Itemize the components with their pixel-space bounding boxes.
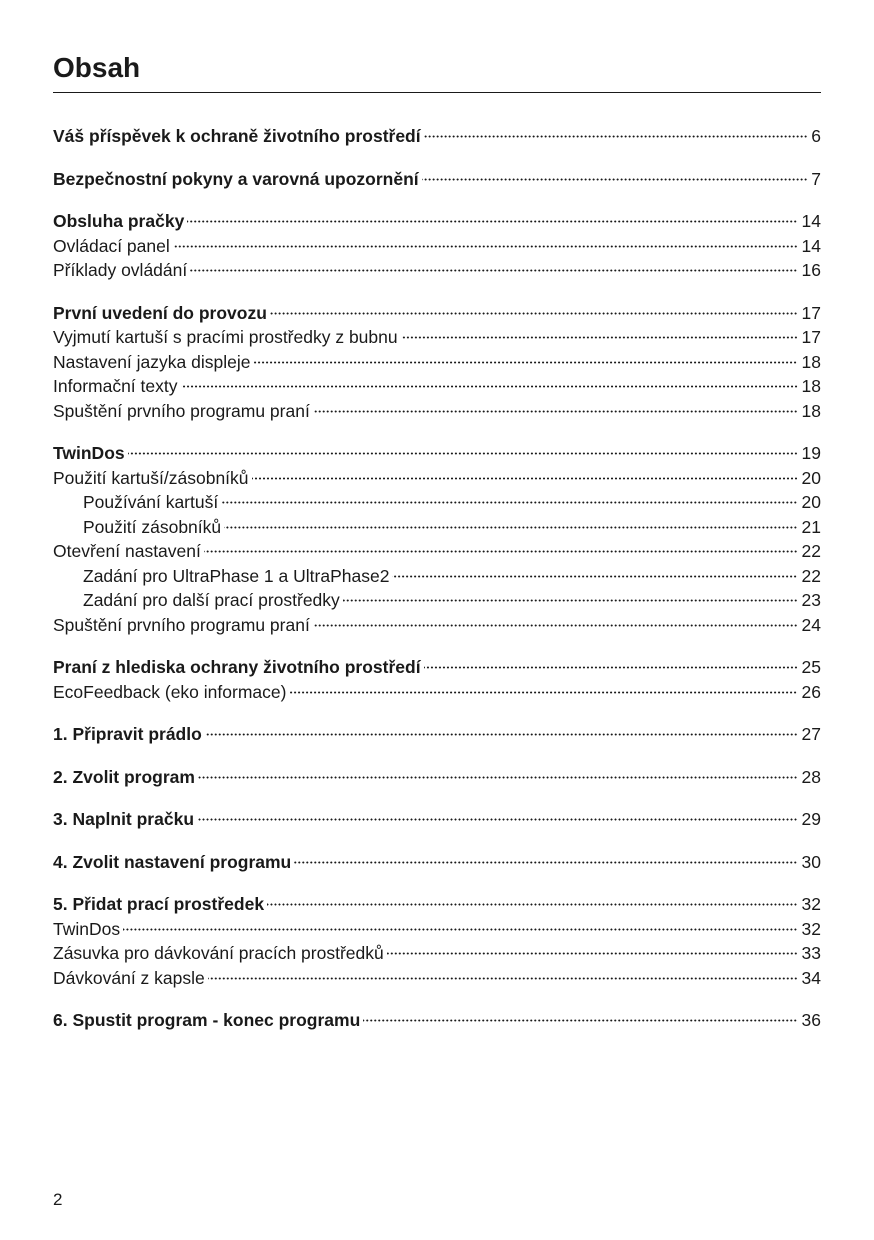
toc-entry-page-number: 30 bbox=[801, 851, 821, 872]
toc-entry-page-number: 17 bbox=[801, 327, 821, 347]
dot-leader bbox=[313, 624, 798, 627]
toc-section bbox=[53, 124, 821, 149]
toc-chapter-entry[interactable] bbox=[53, 1008, 821, 1033]
dot-leader bbox=[270, 312, 798, 315]
toc-entry-label: Obsluha pračky bbox=[53, 211, 185, 231]
toc-entry-page-number: 22 bbox=[801, 541, 821, 561]
toc-entry[interactable] bbox=[53, 258, 821, 283]
dot-leader bbox=[253, 361, 797, 364]
dot-leader bbox=[401, 336, 798, 339]
dot-leader bbox=[267, 903, 797, 906]
toc-entry-page-number: 28 bbox=[801, 766, 821, 787]
toc-entry-label: Příklady ovládání bbox=[53, 260, 188, 280]
toc-chapter-entry[interactable] bbox=[53, 765, 821, 790]
toc-entry-page-number: 16 bbox=[801, 260, 821, 280]
toc-entry[interactable] bbox=[53, 613, 821, 638]
toc-entry-page-number: 21 bbox=[801, 516, 821, 537]
toc-chapter-entry[interactable] bbox=[53, 209, 821, 234]
toc-entry-page-number: 33 bbox=[801, 943, 821, 963]
toc-entry-page-number: 17 bbox=[801, 302, 821, 323]
toc-entry[interactable] bbox=[53, 539, 821, 564]
toc-entry[interactable] bbox=[53, 350, 821, 375]
toc-entry-page-number: 22 bbox=[801, 565, 821, 586]
toc-entry[interactable] bbox=[53, 966, 821, 991]
toc-entry-page-number: 14 bbox=[801, 235, 821, 256]
toc-entry-page-number: 32 bbox=[801, 894, 821, 914]
dot-leader bbox=[424, 666, 798, 669]
dot-leader bbox=[289, 691, 797, 694]
toc-entry[interactable] bbox=[53, 234, 821, 259]
toc-entry-label: Otevření nastavení bbox=[53, 541, 201, 561]
toc-section bbox=[53, 892, 821, 990]
toc-entry-label: Spuštění prvního programu praní bbox=[53, 614, 310, 635]
toc-entry-label: TwinDos bbox=[53, 443, 125, 463]
toc-entry-label: První uvedení do provozu bbox=[53, 302, 267, 323]
toc-entry-page-number: 20 bbox=[801, 467, 821, 488]
toc-chapter-entry[interactable] bbox=[53, 124, 821, 149]
toc-section bbox=[53, 301, 821, 424]
toc-chapter-entry[interactable] bbox=[53, 655, 821, 680]
toc-entry-page-number: 36 bbox=[801, 1010, 821, 1030]
toc-entry-label: Zadání pro UltraPhase 1 a UltraPhase2 bbox=[83, 565, 390, 586]
toc-entry-page-number: 32 bbox=[801, 918, 821, 939]
toc-entry-label: Dávkování z kapsle bbox=[53, 967, 205, 988]
toc-entry-label: Váš příspěvek k ochraně životního prostředí bbox=[53, 126, 421, 146]
toc-entry-page-number: 6 bbox=[811, 126, 821, 146]
toc-entry-label: 4. Zvolit nastavení programu bbox=[53, 851, 292, 872]
dot-leader bbox=[224, 526, 797, 529]
toc-entry-label: Používání kartuší bbox=[83, 492, 219, 512]
toc-entry-label: EcoFeedback (eko informace) bbox=[53, 681, 287, 702]
toc-section bbox=[53, 850, 821, 875]
dot-leader bbox=[424, 135, 808, 138]
toc-entry[interactable] bbox=[53, 374, 821, 399]
toc-entry[interactable] bbox=[53, 917, 821, 942]
toc-entry-page-number: 14 bbox=[801, 211, 821, 231]
toc-entry-page-number: 20 bbox=[801, 492, 821, 512]
toc-entry-label: Informační texty bbox=[53, 376, 178, 396]
toc-entry-label: Nastavení jazyka displeje bbox=[53, 351, 251, 372]
toc-entry[interactable] bbox=[53, 399, 821, 424]
toc-entry-page-number: 7 bbox=[811, 168, 821, 189]
toc-section bbox=[53, 209, 821, 283]
dot-leader bbox=[313, 410, 798, 413]
toc-entry-label: Spuštění prvního programu praní bbox=[53, 400, 310, 421]
toc-entry-page-number: 18 bbox=[801, 376, 821, 396]
toc-chapter-entry[interactable] bbox=[53, 850, 821, 875]
toc-entry-label: 3. Naplnit pračku bbox=[53, 809, 195, 829]
toc-section bbox=[53, 807, 821, 832]
page-number: 2 bbox=[53, 1190, 63, 1209]
toc-entry-label: Použití zásobníků bbox=[83, 516, 222, 537]
dot-leader bbox=[387, 952, 798, 955]
toc-section bbox=[53, 765, 821, 790]
toc-entry-page-number: 23 bbox=[801, 590, 821, 610]
dot-leader bbox=[128, 452, 798, 455]
toc-entry-label: 5. Přidat prací prostředek bbox=[53, 894, 265, 914]
toc-subentry[interactable] bbox=[53, 515, 821, 540]
dot-leader bbox=[190, 269, 797, 272]
dot-leader bbox=[363, 1019, 797, 1022]
dot-leader bbox=[252, 477, 798, 480]
toc-entry[interactable] bbox=[53, 680, 821, 705]
page-title: Obsah bbox=[53, 52, 141, 83]
toc-entry-page-number: 19 bbox=[801, 443, 821, 463]
toc-entry-label: Ovládací panel bbox=[53, 235, 170, 256]
dot-leader bbox=[197, 818, 798, 821]
toc-section bbox=[53, 167, 821, 192]
dot-leader bbox=[204, 550, 798, 553]
dot-leader bbox=[208, 977, 798, 980]
toc-entry-label: Zásuvka pro dávkování pracích prostředků bbox=[53, 943, 384, 963]
toc-chapter-entry[interactable] bbox=[53, 807, 821, 832]
toc-entry-page-number: 18 bbox=[801, 351, 821, 372]
toc-entry-label: Vyjmutí kartuší s pracími prostředky z bubnu bbox=[53, 327, 398, 347]
toc-subentry[interactable] bbox=[53, 490, 821, 515]
toc-subentry[interactable] bbox=[53, 564, 821, 589]
dot-leader bbox=[343, 599, 798, 602]
toc-section bbox=[53, 722, 821, 747]
toc-section bbox=[53, 1008, 821, 1033]
toc-entry-page-number: 18 bbox=[801, 400, 821, 421]
toc-entry[interactable] bbox=[53, 466, 821, 491]
toc-entry-label: Použití kartuší/zásobníků bbox=[53, 467, 249, 488]
toc-chapter-entry[interactable] bbox=[53, 441, 821, 466]
toc-entry[interactable] bbox=[53, 325, 821, 350]
toc-entry-page-number: 25 bbox=[801, 657, 821, 677]
toc-entry-page-number: 24 bbox=[801, 614, 821, 635]
toc-subentry[interactable] bbox=[53, 588, 821, 613]
toc-entry-label: 2. Zvolit program bbox=[53, 766, 195, 787]
toc-entry-page-number: 26 bbox=[801, 681, 821, 702]
dot-leader bbox=[422, 178, 808, 181]
toc-entry-page-number: 34 bbox=[801, 967, 821, 988]
dot-leader bbox=[205, 733, 798, 736]
dot-leader bbox=[173, 245, 798, 248]
dot-leader bbox=[221, 501, 797, 504]
toc-entry[interactable] bbox=[53, 941, 821, 966]
toc-entry-page-number: 29 bbox=[801, 809, 821, 829]
dot-leader bbox=[123, 928, 797, 931]
toc-section bbox=[53, 441, 821, 637]
toc-entry-label: 6. Spustit program - konec programu bbox=[53, 1010, 361, 1030]
toc-entry-label: Praní z hlediska ochrany životního prostředí bbox=[53, 657, 421, 677]
dot-leader bbox=[181, 385, 798, 388]
toc-section bbox=[53, 655, 821, 704]
toc-entry-label: TwinDos bbox=[53, 918, 121, 939]
dot-leader bbox=[392, 575, 797, 578]
dot-leader bbox=[294, 861, 797, 864]
toc-chapter-entry[interactable] bbox=[53, 892, 821, 917]
dot-leader bbox=[187, 220, 797, 223]
toc-entry-label: 1. Připravit prádlo bbox=[53, 724, 202, 744]
toc-entry-page-number: 27 bbox=[801, 724, 821, 744]
table-of-contents bbox=[53, 124, 821, 1051]
toc-chapter-entry[interactable] bbox=[53, 167, 821, 192]
dot-leader bbox=[198, 776, 798, 779]
toc-chapter-entry[interactable] bbox=[53, 301, 821, 326]
toc-entry-label: Zadání pro další prací prostředky bbox=[83, 590, 340, 610]
toc-entry-label: Bezpečnostní pokyny a varovná upozornění bbox=[53, 168, 419, 189]
toc-chapter-entry[interactable] bbox=[53, 722, 821, 747]
title-divider bbox=[53, 92, 821, 93]
